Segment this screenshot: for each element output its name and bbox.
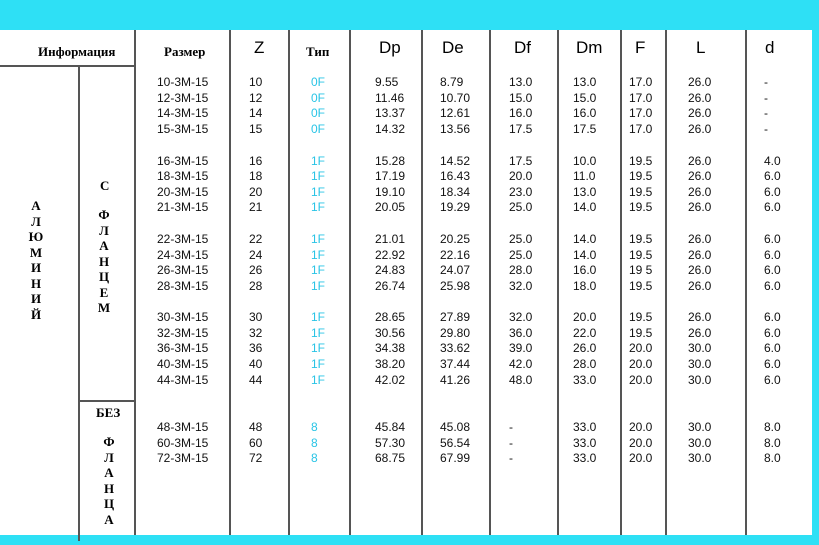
cell-l: 26.0 xyxy=(688,185,712,199)
header-f: F xyxy=(635,38,646,57)
spec-table xyxy=(0,30,812,535)
cell-dm: 18.0 xyxy=(573,279,597,293)
cell-de: 10.70 xyxy=(440,91,471,105)
cell-size: 22-3M-15 xyxy=(157,232,209,246)
cell-l: 26.0 xyxy=(688,75,712,89)
cell-f: 19.5 xyxy=(629,232,653,246)
cell-size: 18-3M-15 xyxy=(157,169,209,183)
cell-df: 17.5 xyxy=(509,154,533,168)
cell-dp: 68.75 xyxy=(375,451,406,465)
cell-de: 27.89 xyxy=(440,310,471,324)
cell-d: 6.0 xyxy=(764,185,781,199)
cell-d: - xyxy=(764,122,768,136)
cell-z: 28 xyxy=(249,279,263,293)
cell-f: 20.0 xyxy=(629,341,653,355)
cell-df: 20.0 xyxy=(509,169,533,183)
cell-df: 28.0 xyxy=(509,263,533,277)
header-dp: Dp xyxy=(379,38,401,57)
cell-d: - xyxy=(764,75,768,89)
cell-size: 40-3M-15 xyxy=(157,357,209,371)
cell-l: 30.0 xyxy=(688,357,712,371)
cell-dm: 20.0 xyxy=(573,310,597,324)
cell-d: 6.0 xyxy=(764,263,781,277)
cell-l: 30.0 xyxy=(688,341,712,355)
cell-size: 72-3M-15 xyxy=(157,451,209,465)
cell-dp: 11.46 xyxy=(375,91,405,105)
cell-dm: 13.0 xyxy=(573,185,597,199)
cell-df: 16.0 xyxy=(509,106,533,120)
cell-dm: 33.0 xyxy=(573,436,597,450)
cell-dm: 17.5 xyxy=(573,122,597,136)
grid-line xyxy=(134,30,136,535)
cell-type: 1F xyxy=(311,248,326,262)
cell-dp: 14.32 xyxy=(375,122,406,136)
cell-d: 6.0 xyxy=(764,279,781,293)
cell-dm: 10.0 xyxy=(573,154,597,168)
cell-de: 22.16 xyxy=(440,248,471,262)
cell-d: - xyxy=(764,91,768,105)
cell-df: 25.0 xyxy=(509,248,533,262)
cell-z: 48 xyxy=(249,420,263,434)
cell-z: 18 xyxy=(249,169,263,183)
header-type: Тип xyxy=(306,44,330,59)
cell-z: 36 xyxy=(249,341,263,355)
cell-type: 8 xyxy=(311,436,318,450)
cell-de: 45.08 xyxy=(440,420,471,434)
cell-dp: 26.74 xyxy=(375,279,406,293)
cell-de: 18.34 xyxy=(440,185,471,199)
grid-line xyxy=(78,400,134,402)
cell-d: 6.0 xyxy=(764,232,781,246)
cell-df: 25.0 xyxy=(509,232,533,246)
material-label: АЛЮМИНИЙ xyxy=(28,198,44,322)
cell-f: 19.5 xyxy=(629,154,653,168)
cell-d: 6.0 xyxy=(764,310,781,324)
cell-type: 1F xyxy=(311,169,326,183)
grid-line xyxy=(489,30,491,535)
cell-d: 6.0 xyxy=(764,200,781,214)
cell-size: 26-3M-15 xyxy=(157,263,209,277)
cell-z: 22 xyxy=(249,232,263,246)
cell-size: 30-3M-15 xyxy=(157,310,209,324)
cell-de: 56.54 xyxy=(440,436,471,450)
cell-de: 33.62 xyxy=(440,341,471,355)
cell-d: 8.0 xyxy=(764,451,781,465)
header-de: De xyxy=(442,38,464,57)
cell-f: 19.5 xyxy=(629,326,653,340)
cell-l: 26.0 xyxy=(688,310,712,324)
cell-dp: 15.28 xyxy=(375,154,406,168)
cell-d: 6.0 xyxy=(764,373,781,387)
cell-dp: 19.10 xyxy=(375,185,406,199)
cell-size: 20-3M-15 xyxy=(157,185,209,199)
cell-dp: 20.05 xyxy=(375,200,406,214)
cell-df: - xyxy=(509,420,513,434)
with-flange-c-label: С xyxy=(100,178,110,193)
header-df: Df xyxy=(514,38,531,57)
cell-f: 19.5 xyxy=(629,310,653,324)
header-size: Размер xyxy=(164,44,206,59)
cell-l: 26.0 xyxy=(688,122,712,136)
cell-dm: 11.0 xyxy=(573,169,596,183)
cell-size: 48-3M-15 xyxy=(157,420,209,434)
cell-dp: 9.55 xyxy=(375,75,399,89)
cell-dm: 16.0 xyxy=(573,263,597,277)
cell-size: 32-3M-15 xyxy=(157,326,209,340)
cell-df: 39.0 xyxy=(509,341,533,355)
cell-z: 32 xyxy=(249,326,263,340)
cell-l: 26.0 xyxy=(688,248,712,262)
cell-z: 72 xyxy=(249,451,263,465)
cell-z: 60 xyxy=(249,436,263,450)
cell-dp: 30.56 xyxy=(375,326,406,340)
cell-d: 4.0 xyxy=(764,154,781,168)
cell-f: 20.0 xyxy=(629,373,653,387)
cell-f: 20.0 xyxy=(629,451,653,465)
cell-f: 20.0 xyxy=(629,357,653,371)
cell-df: 48.0 xyxy=(509,373,533,387)
cell-dm: 22.0 xyxy=(573,326,597,340)
cell-de: 25.98 xyxy=(440,279,471,293)
cell-z: 44 xyxy=(249,373,263,387)
header-z: Z xyxy=(254,38,265,57)
grid-line xyxy=(288,30,290,535)
cell-size: 21-3M-15 xyxy=(157,200,209,214)
cell-de: 41.26 xyxy=(440,373,471,387)
cell-z: 15 xyxy=(249,122,263,136)
cell-l: 30.0 xyxy=(688,420,712,434)
cell-l: 26.0 xyxy=(688,279,712,293)
cell-f: 19.5 xyxy=(629,169,653,183)
cell-dm: 33.0 xyxy=(573,451,597,465)
cell-f: 17.0 xyxy=(629,106,653,120)
cell-dp: 13.37 xyxy=(375,106,406,120)
cell-l: 26.0 xyxy=(688,232,712,246)
cell-de: 29.80 xyxy=(440,326,471,340)
cell-d: 6.0 xyxy=(764,169,781,183)
cell-df: 32.0 xyxy=(509,279,533,293)
cell-f: 17.0 xyxy=(629,122,653,136)
cell-dm: 13.0 xyxy=(573,75,597,89)
cell-df: 25.0 xyxy=(509,200,533,214)
cell-de: 12.61 xyxy=(440,106,471,120)
cell-d: 6.0 xyxy=(764,357,781,371)
cell-type: 0F xyxy=(311,75,326,89)
without-flange-bez-label: БЕЗ xyxy=(96,405,121,420)
header-d: d xyxy=(765,38,775,57)
cell-l: 26.0 xyxy=(688,263,712,277)
cell-f: 19.5 xyxy=(629,279,653,293)
header-info: Информация xyxy=(38,44,116,59)
cell-dm: 28.0 xyxy=(573,357,597,371)
cell-f: 19.5 xyxy=(629,185,653,199)
cell-type: 1F xyxy=(311,263,326,277)
cell-size: 24-3M-15 xyxy=(157,248,209,262)
with-flange-label: ФЛАНЦЕМ xyxy=(97,207,111,315)
cell-dp: 21.01 xyxy=(375,232,406,246)
cell-size: 36-3M-15 xyxy=(157,341,209,355)
grid-line xyxy=(229,30,231,535)
cell-type: 1F xyxy=(311,310,326,324)
cell-dp: 42.02 xyxy=(375,373,406,387)
cell-dm: 33.0 xyxy=(573,420,597,434)
cell-d: 8.0 xyxy=(764,420,781,434)
cell-d: - xyxy=(764,106,768,120)
cell-f: 20.0 xyxy=(629,420,653,434)
grid-line xyxy=(665,30,667,535)
cell-l: 30.0 xyxy=(688,373,712,387)
cell-df: - xyxy=(509,436,513,450)
cell-z: 21 xyxy=(249,200,263,214)
cell-type: 0F xyxy=(311,122,326,136)
cell-dm: 16.0 xyxy=(573,106,597,120)
cell-de: 67.99 xyxy=(440,451,471,465)
cell-dp: 17.19 xyxy=(375,169,406,183)
cell-f: 19 5 xyxy=(629,263,653,277)
cell-type: 1F xyxy=(311,326,326,340)
grid-line xyxy=(557,30,559,535)
cell-type: 0F xyxy=(311,106,326,120)
cell-f: 20.0 xyxy=(629,436,653,450)
cell-size: 60-3M-15 xyxy=(157,436,209,450)
cell-l: 26.0 xyxy=(688,200,712,214)
cell-dp: 28.65 xyxy=(375,310,406,324)
grid-line xyxy=(349,30,351,535)
cell-l: 26.0 xyxy=(688,154,712,168)
cell-d: 8.0 xyxy=(764,436,781,450)
without-flange-label: ФЛАНЦА xyxy=(103,434,115,527)
cell-dm: 14.0 xyxy=(573,200,597,214)
cell-dm: 14.0 xyxy=(573,248,597,262)
cell-f: 19.5 xyxy=(629,200,653,214)
cell-dp: 24.83 xyxy=(375,263,406,277)
cell-type: 1F xyxy=(311,185,326,199)
cell-l: 26.0 xyxy=(688,326,712,340)
cell-size: 12-3M-15 xyxy=(157,91,209,105)
cell-type: 8 xyxy=(311,451,318,465)
cell-type: 8 xyxy=(311,420,318,434)
cell-df: 36.0 xyxy=(509,326,533,340)
cell-df: 13.0 xyxy=(509,75,533,89)
grid-line xyxy=(0,65,134,67)
cell-de: 20.25 xyxy=(440,232,471,246)
cell-l: 26.0 xyxy=(688,169,712,183)
cell-df: 42.0 xyxy=(509,357,533,371)
cell-l: 26.0 xyxy=(688,91,712,105)
cell-size: 15-3M-15 xyxy=(157,122,209,136)
grid-line xyxy=(78,66,80,541)
cell-size: 14-3M-15 xyxy=(157,106,209,120)
cell-type: 1F xyxy=(311,232,326,246)
grid-line xyxy=(421,30,423,535)
cell-type: 1F xyxy=(311,279,326,293)
cell-de: 19.29 xyxy=(440,200,471,214)
cell-z: 10 xyxy=(249,75,263,89)
cell-z: 26 xyxy=(249,263,263,277)
cell-z: 30 xyxy=(249,310,263,324)
cell-dp: 38.20 xyxy=(375,357,406,371)
header-l: L xyxy=(696,38,706,57)
cell-f: 17.0 xyxy=(629,91,653,105)
cell-dp: 22.92 xyxy=(375,248,406,262)
grid-line xyxy=(620,30,622,535)
cell-df: 32.0 xyxy=(509,310,533,324)
cell-de: 16.43 xyxy=(440,169,471,183)
cell-df: 23.0 xyxy=(509,185,533,199)
cell-z: 24 xyxy=(249,248,263,262)
cell-d: 6.0 xyxy=(764,326,781,340)
cell-dm: 33.0 xyxy=(573,373,597,387)
cell-df: - xyxy=(509,451,513,465)
cell-dm: 26.0 xyxy=(573,341,597,355)
cell-size: 28-3M-15 xyxy=(157,279,209,293)
cell-z: 14 xyxy=(249,106,263,120)
cell-type: 1F xyxy=(311,373,326,387)
cell-f: 19.5 xyxy=(629,248,653,262)
cell-de: 13.56 xyxy=(440,122,471,136)
cell-z: 20 xyxy=(249,185,263,199)
cell-z: 16 xyxy=(249,154,263,168)
cell-type: 0F xyxy=(311,91,326,105)
cell-de: 24.07 xyxy=(440,263,471,277)
cell-df: 15.0 xyxy=(509,91,533,105)
cell-de: 37.44 xyxy=(440,357,471,371)
cell-type: 1F xyxy=(311,357,326,371)
cell-dm: 15.0 xyxy=(573,91,597,105)
cell-de: 8.79 xyxy=(440,75,464,89)
cell-f: 17.0 xyxy=(629,75,653,89)
cell-type: 1F xyxy=(311,200,326,214)
cell-dp: 45.84 xyxy=(375,420,406,434)
cell-z: 12 xyxy=(249,91,263,105)
cell-size: 10-3M-15 xyxy=(157,75,209,89)
cell-dp: 34.38 xyxy=(375,341,406,355)
cell-df: 17.5 xyxy=(509,122,533,136)
cell-dm: 14.0 xyxy=(573,232,597,246)
cell-size: 44-3M-15 xyxy=(157,373,209,387)
cell-l: 26.0 xyxy=(688,106,712,120)
cell-z: 40 xyxy=(249,357,263,371)
cell-dp: 57.30 xyxy=(375,436,406,450)
grid-line xyxy=(745,30,747,535)
header-dm: Dm xyxy=(576,38,603,57)
cell-type: 1F xyxy=(311,154,326,168)
cell-type: 1F xyxy=(311,341,326,355)
cell-size: 16-3M-15 xyxy=(157,154,209,168)
cell-d: 6.0 xyxy=(764,248,781,262)
cell-d: 6.0 xyxy=(764,341,781,355)
cell-de: 14.52 xyxy=(440,154,471,168)
cell-l: 30.0 xyxy=(688,451,712,465)
cell-l: 30.0 xyxy=(688,436,712,450)
